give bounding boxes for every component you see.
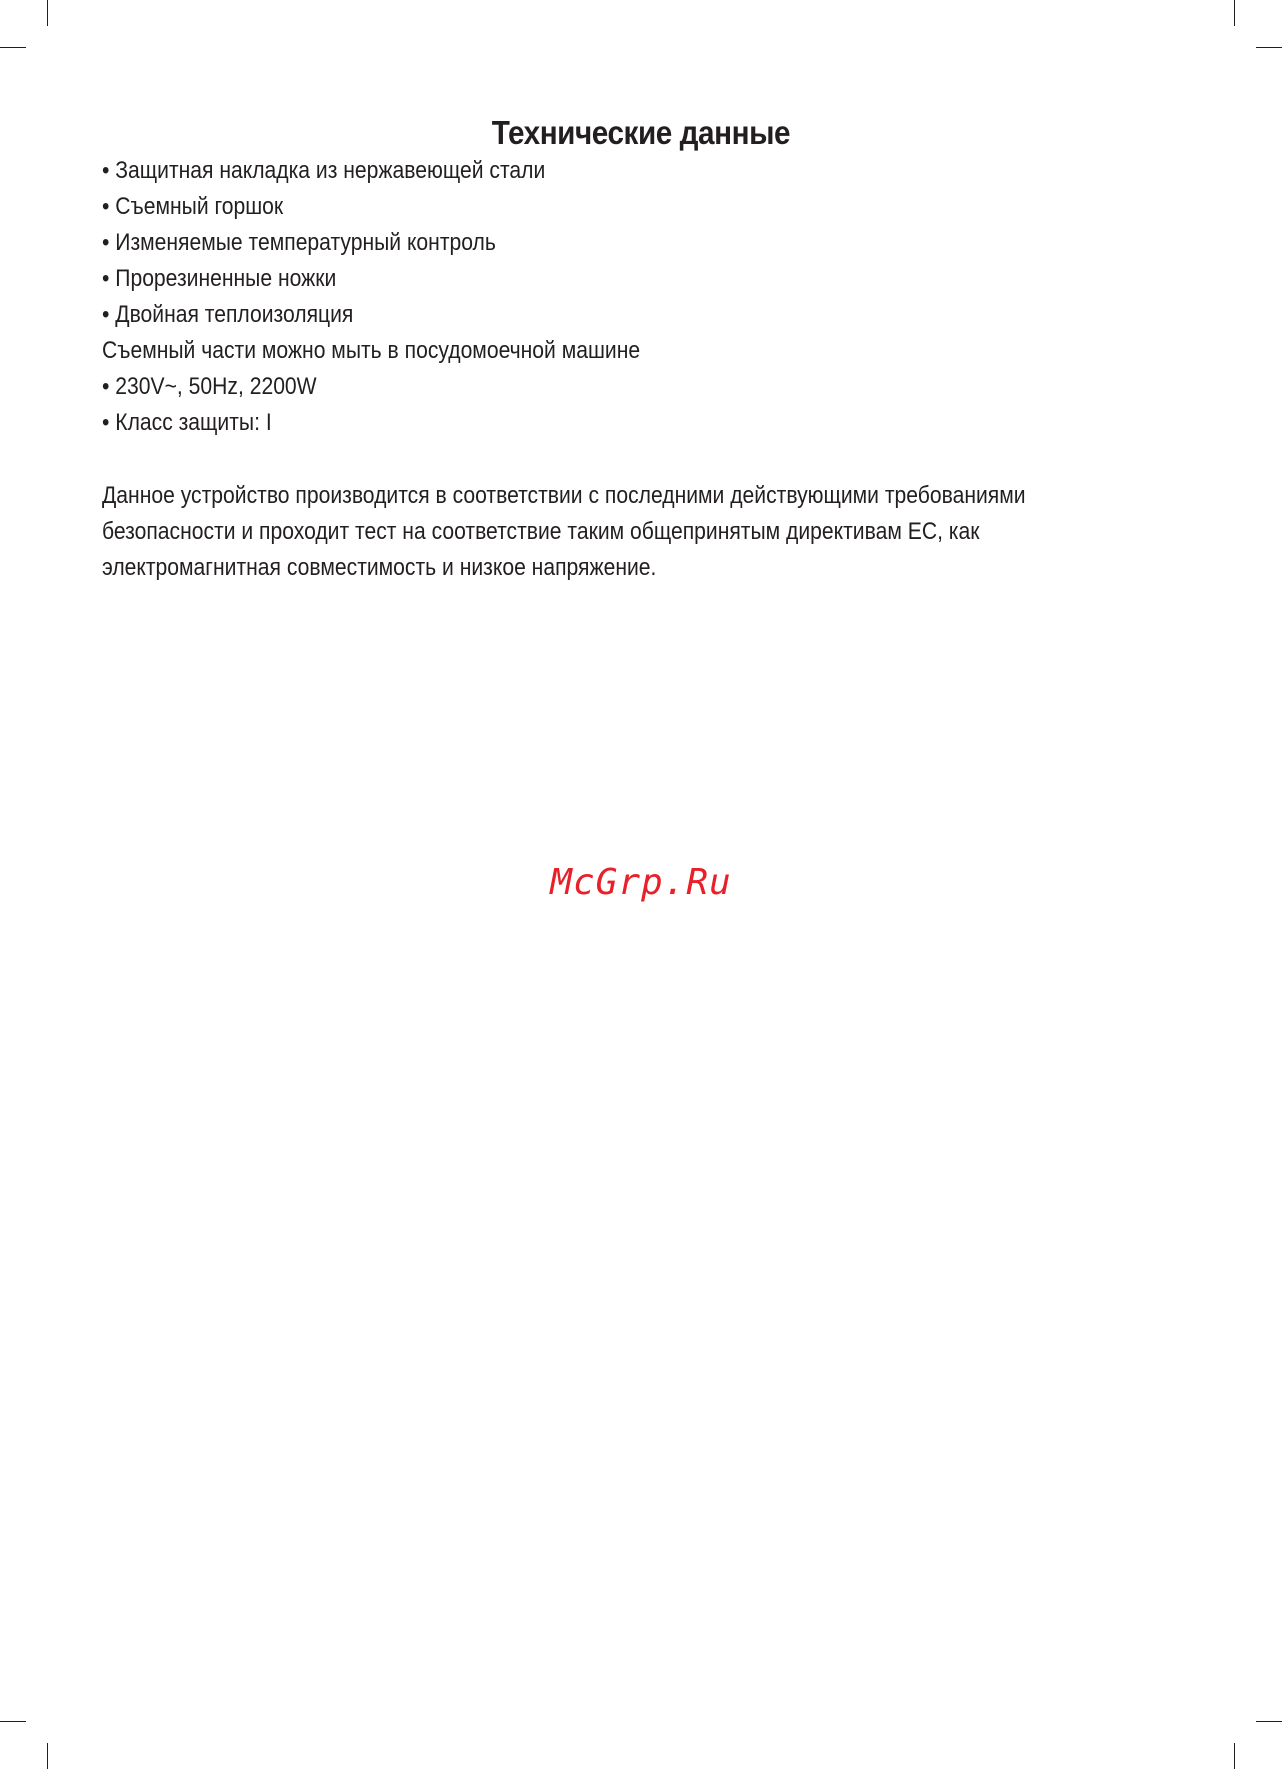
paragraph-line: безопасности и проходит тест на соответствие таким общепринятым директивам ЕС, как <box>102 518 980 545</box>
spec-item: • Защитная накладка из нержавеющей стали <box>102 157 546 184</box>
crop-mark-top-left-horizontal <box>0 47 26 48</box>
watermark-link[interactable]: McGrp.Ru <box>550 862 732 903</box>
spec-list <box>102 153 640 441</box>
crop-mark-bottom-left-horizontal <box>0 1721 26 1722</box>
paragraph-line: Данное устройство производится в соответствии с последними действующими требованиями <box>102 482 1026 509</box>
crop-mark-top-right-vertical <box>1234 0 1235 26</box>
page-title: Технические данные <box>491 114 791 151</box>
crop-mark-bottom-right-horizontal <box>1256 1721 1282 1722</box>
spec-item: • Класс защиты: I <box>102 409 272 436</box>
spec-item: • Двойная теплоизоляция <box>102 301 354 328</box>
spec-item: • Съемный горшок <box>102 193 284 220</box>
crop-mark-bottom-right-vertical <box>1234 1743 1235 1769</box>
spec-item: • 230V~, 50Hz, 2200W <box>102 373 317 400</box>
spec-item: • Изменяемые температурный контроль <box>102 229 496 256</box>
crop-mark-bottom-left-vertical <box>47 1743 48 1769</box>
crop-mark-top-right-horizontal <box>1256 47 1282 48</box>
spec-item: • Прорезиненные ножки <box>102 265 337 292</box>
spec-item: Съемный части можно мыть в посудомоечной машине <box>102 337 641 364</box>
paragraph-line: электромагнитная совместимость и низкое напряжение. <box>102 554 657 581</box>
compliance-paragraph <box>102 478 1114 586</box>
crop-mark-top-left-vertical <box>47 0 48 26</box>
